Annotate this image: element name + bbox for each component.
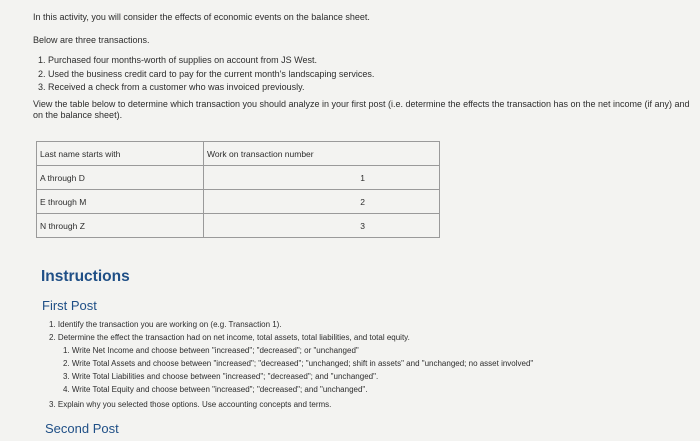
second-post-heading: Second Post xyxy=(45,421,119,436)
table-cell: N through Z xyxy=(37,214,204,238)
intro-text: In this activity, you will consider the effects of economic events on the balance sheet. xyxy=(33,12,370,22)
transaction-item: 1. Purchased four months-worth of supplies on account from JS West. xyxy=(38,55,317,65)
first-post-subitem: 4. Write Total Equity and choose between "increased"; "decreased"; and "unchanged". xyxy=(63,385,368,394)
first-post-subitem: 1. Write Net Income and choose between "increased"; "decreased"; or "unchanged" xyxy=(63,346,359,355)
instructions-heading: Instructions xyxy=(41,268,130,285)
table-cell: 3 xyxy=(204,214,440,238)
transaction-item: 2. Used the business credit card to pay for the current month's landscaping services. xyxy=(38,68,375,79)
table-cell: A through D xyxy=(37,166,204,190)
table-header-row xyxy=(37,142,440,166)
transaction-list xyxy=(38,54,374,95)
table-row xyxy=(37,190,440,214)
transaction-item: 3. Received a check from a customer who was invoiced previously. xyxy=(38,82,305,92)
first-post-item: 3. Explain why you selected those options. Use accounting concepts and terms. xyxy=(49,400,332,409)
below-text: Below are three transactions. xyxy=(33,35,150,45)
first-post-subitem: 3. Write Total Liabilities and choose between "increased"; "decreased"; and "unchanged". xyxy=(63,372,379,381)
first-post-item: 1. Identify the transaction you are working on (e.g. Transaction 1). xyxy=(49,320,282,329)
first-post-item: 2. Determine the effect the transaction had on net income, total assets, total liabilities, and total equity. xyxy=(49,333,410,342)
table-row xyxy=(37,166,440,190)
assignment-table xyxy=(36,141,440,238)
table-header: Last name starts with xyxy=(37,142,204,166)
table-header: Work on transaction number xyxy=(204,142,440,166)
first-post-subitem: 2. Write Total Assets and choose between "increased"; "decreased"; "unchanged; shift in assets" and "unchanged; no asset involved" xyxy=(63,359,534,368)
table-row xyxy=(37,214,440,238)
first-post-heading: First Post xyxy=(42,298,97,313)
table-cell: E through M xyxy=(37,190,204,214)
view-table-text: View the table below to determine which transaction you should analyze in your first post (i.e. determine the effects the transaction has on the net income (if any) and on the balance sheet). xyxy=(33,99,690,120)
table-cell: 1 xyxy=(204,166,440,190)
table-cell: 2 xyxy=(204,190,440,214)
